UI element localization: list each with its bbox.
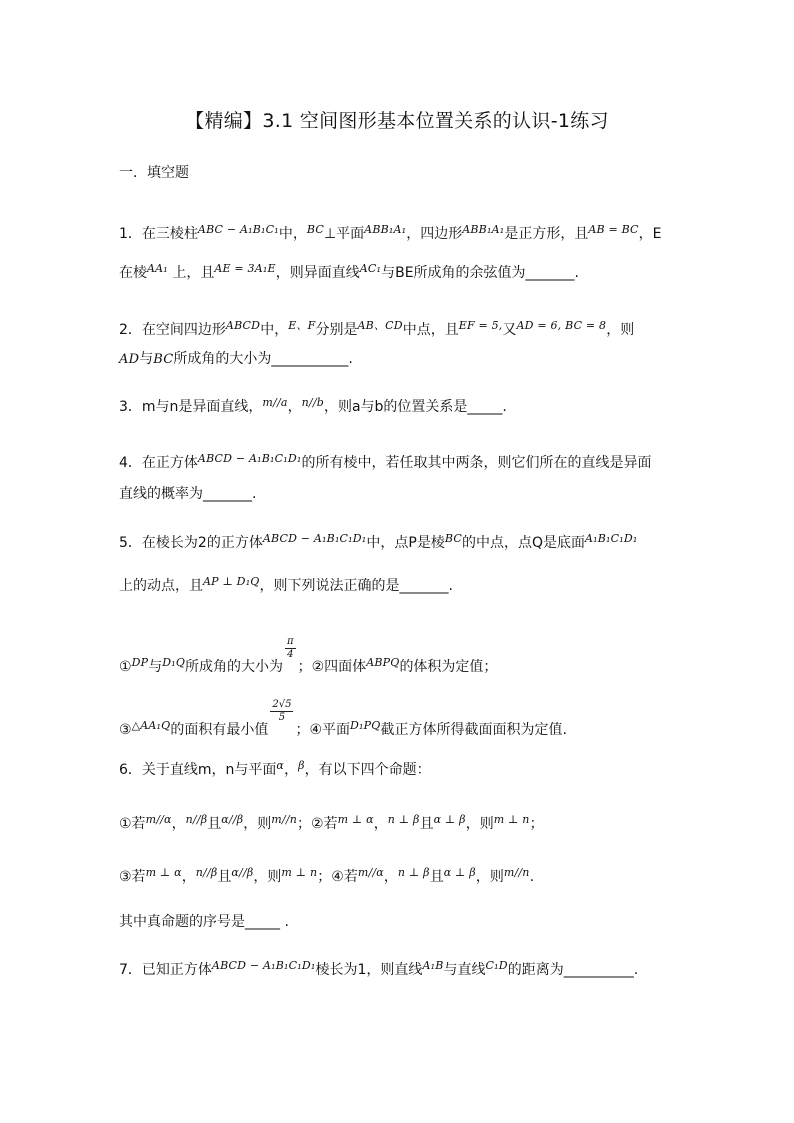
question-6-answer-prompt: 其中真命题的序号是_____ . [119, 914, 289, 930]
question-7: 7．已知正方体$^{ABCD - A_1B_1C_1D_1}$棱长为1，则直线$^{A_1B}$与直线$^{C_1D}$的距离为__________. [119, 959, 639, 978]
question-3: 3．m与n是异面直线，$^{m//a}$，$^{n//b}$，则a与b的位置关系是_____. [119, 396, 507, 415]
question-1-line-2: 在棱$^{AA_1}$ 上，且$^{AE = 3A_1E}$，则异面直线$^{AC_1}$与BE所成角的余弦值为_______. [119, 262, 580, 281]
question-4-line-1: 4．在正方体$^{ABCD - A_1B_1C_1D_1}$的所有棱中，若任取其中两条，则它们所在的直线是异面 [119, 452, 652, 471]
question-1-line-1: 1．在三棱柱$^{ABC - A_1B_1C_1}$中，$^{BC}$⊥平面$^{ABB_1A_1}$，四边形$^{ABB_1A_1}$是正方形，且$^{AB = BC}$，E [119, 223, 662, 242]
question-5-option-3-4: ③$^{\triangle AA_1Q}$的面积有最小值 $\frac{2√5}{5}$ ；④平面$^{D_1PQ}$截正方体所得截面面积为定值. [119, 699, 567, 738]
page-title: 【精编】3.1 空间图形基本位置关系的认识-1练习 [185, 110, 609, 132]
question-6-propositions-1-2: ①若$^{m//\alpha}$，$^{n//\beta}$且$^{\alpha//\beta}$，则$^{m//n}$；②若$^{m \perp \alpha}$，$^{n \perp \beta}$且$^{\alpha \perp \beta}$，则$^{m \perp n}$； [119, 813, 544, 832]
question-5-line-1: 5．在棱长为2的正方体$^{ABCD - A_1B_1C_1D_1}$中，点P是棱$^{BC}$的中点，点Q是底面$^{A_1B_1C_1D_1}$ [119, 532, 638, 551]
question-5-line-2: 上的动点，且$^{AP \perp D_1Q}$，则下列说法正确的是_______. [119, 575, 453, 594]
question-6-intro: 6．关于直线m，n与平面$^\alpha$，$^\beta$，有以下四个命题： [119, 759, 431, 778]
fraction-2sqrt5-over-5: $\frac{2√5}{5}$ [272, 699, 292, 723]
question-5-option-1-2: ①$^{DP}$与$^{D_1Q}$所成角的大小为 $\frac{\pi}{4}$ ；②四面体$^{ABPQ}$的体积为定值； [119, 636, 498, 675]
question-2-line-2: AD与BC所成角的大小为___________. [119, 351, 353, 367]
question-6-propositions-3-4: ③若$^{m \perp \alpha}$，$^{n//\beta}$且$^{\alpha//\beta}$，则$^{m \perp n}$；④若$^{m//\alpha}$，$^{n \perp \beta}$且$^{\alpha \perp \beta}$，则$^{m//n}$. [119, 866, 535, 885]
section-heading: 一．填空题 [119, 165, 189, 181]
fraction-pi-over-4: $\frac{\pi}{4}$ [287, 636, 294, 660]
question-2-line-1: 2．在空间四边形$^{ABCD}$中，$^{E、F}$分别是$^{AB、CD}$中点，且$^{EF = 5,}$又$^{AD = 6, BC = 8}$，则 [119, 319, 635, 338]
question-4-line-2: 直线的概率为_______. [119, 486, 257, 502]
